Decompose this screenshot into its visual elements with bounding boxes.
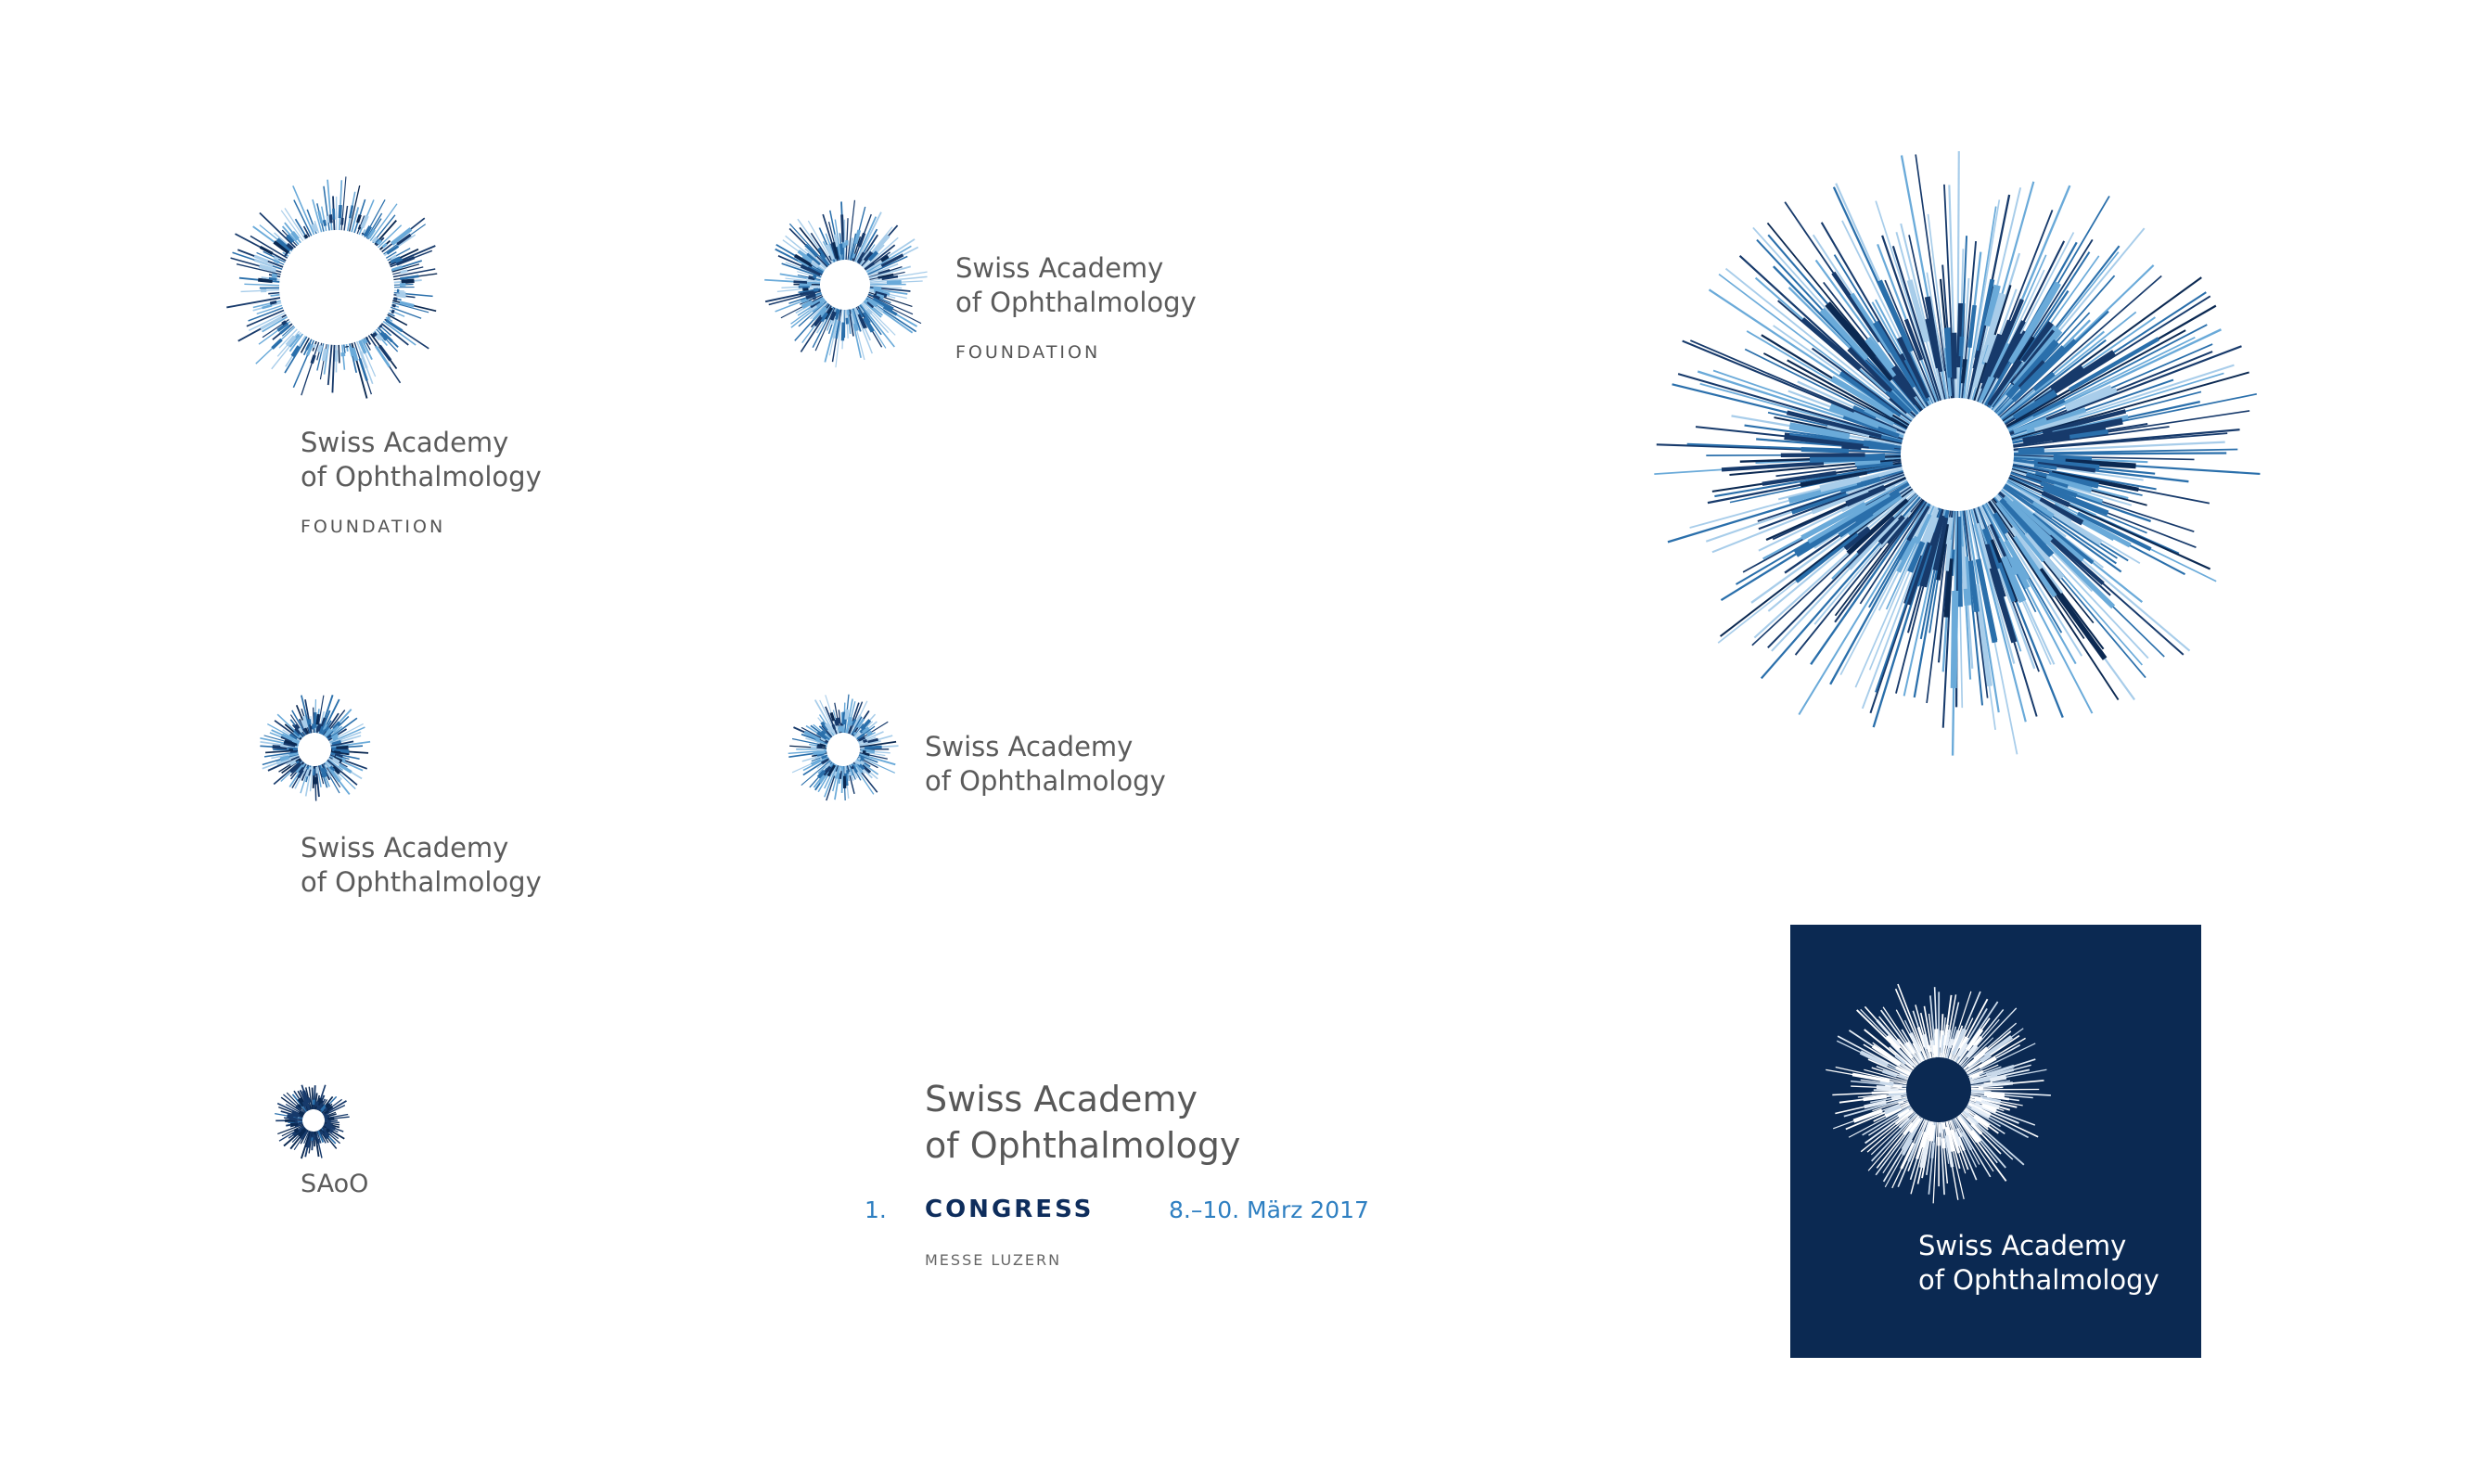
burst-segment [272,275,277,276]
burst-segment [366,338,367,339]
burst-segment [324,220,325,225]
burst-segment [380,326,382,327]
burst-ray [271,295,280,296]
burst-segment [401,271,408,273]
burst-segment [317,1139,318,1144]
inverted-logo-panel [1790,925,2201,1358]
burst-ray [293,186,314,235]
burst-segment [799,287,810,288]
congress-title: CONGRESS [925,1196,1095,1223]
congress-venue: MESSE LUZERN [925,1251,1062,1269]
burst-segment [305,1102,306,1105]
burst-segment [396,295,405,296]
burst-segment [838,718,839,723]
iris-burst-icon [1642,139,2273,770]
logo-name-line1: Swiss Academy [1918,1230,2127,1261]
burst-segment [392,305,396,306]
burst-segment [1943,1138,1944,1148]
burst-segment [814,752,826,754]
burst-ray [328,345,332,385]
burst-ray [1971,1087,2003,1088]
burst-segment [391,311,394,312]
logo-name-foundation-stacked [301,426,542,494]
burst-ray [344,345,345,353]
burst-segment [324,349,326,361]
burst-segment [864,740,867,742]
burst-segment [1943,1122,1944,1129]
burst-segment [365,339,366,343]
iris-burst-icon [216,167,457,408]
burst-segment [319,345,321,352]
burst-segment [402,281,415,282]
burst-ray [332,345,334,393]
logo-name-line1: Swiss Academy [925,1079,1198,1119]
burst-segment [793,282,807,283]
iris-burst-icon [1822,973,2056,1207]
burst-segment [1954,591,1955,688]
burst-segment [317,714,318,724]
burst-ray [241,290,280,292]
burst-segment [274,261,279,263]
burst-segment [1880,1082,1894,1084]
logo-name-line2: of Ophthalmology [925,1125,1241,1166]
logo-abbreviation: SAoO [301,1170,369,1198]
burst-segment [316,767,317,774]
burst-segment [359,225,361,230]
logo-name-foundation-horizontal [955,251,1197,320]
burst-segment [383,244,387,248]
burst-ray [244,284,279,285]
logo-name-line2: of Ophthalmology [1918,1264,2159,1296]
burst-segment [865,754,869,755]
burst-segment [312,355,314,364]
burst-segment [282,322,286,325]
burst-segment [1864,1096,1887,1099]
burst-segment [842,214,843,241]
burst-segment [846,710,847,720]
burst-segment [327,216,328,223]
burst-segment [840,726,841,732]
burst-segment [314,344,315,348]
burst-segment [308,1098,309,1103]
burst-segment [848,310,849,314]
logo-name-line1: Swiss Academy [925,731,1134,762]
burst-segment [322,774,323,777]
burst-segment [285,254,287,255]
logo-name-stacked [301,831,542,900]
burst-segment [1891,1096,1901,1098]
burst-segment [330,214,331,223]
congress-logo-name [925,1076,1240,1169]
burst-segment [887,282,902,283]
burst-segment [363,233,364,234]
logo-name-inverted [1918,1229,2159,1298]
burst-segment [350,205,352,218]
burst-segment [1877,1087,1891,1088]
burst-segment [1810,457,1885,460]
burst-segment [270,301,276,303]
burst-ray [339,345,340,363]
burst-ray [842,766,843,793]
burst-segment [269,278,277,279]
burst-ray [313,1088,314,1109]
logo-name-line2: of Ophthalmology [301,461,542,493]
burst-segment [841,244,842,254]
burst-segment [865,747,882,748]
logo-name-line1: Swiss Academy [955,252,1164,284]
burst-segment [842,323,843,341]
congress-date: 8.–10. März 2017 [1169,1196,1369,1223]
burst-segment [813,298,815,299]
burst-segment [258,280,272,282]
burst-segment [1932,1143,1934,1158]
congress-number: 1. [865,1196,887,1223]
burst-segment [304,728,306,731]
burst-ray [346,344,347,352]
burst-ray [394,290,404,291]
burst-segment [336,747,348,748]
burst-segment [814,289,818,290]
burst-segment [1976,1102,1980,1103]
burst-segment [813,275,816,276]
burst-segment [844,776,845,788]
burst-segment [342,218,343,225]
foundation-label: FOUNDATION [955,342,1101,363]
logo-name-line2: of Ophthalmology [925,765,1166,797]
burst-segment [313,224,315,232]
burst-segment [1963,546,1966,589]
burst-segment [400,276,418,279]
iris-burst-icon [757,197,933,373]
burst-segment [1975,1098,1982,1100]
burst-segment [358,215,361,223]
logo-name-line1: Swiss Academy [301,832,509,864]
burst-segment [262,305,272,308]
logo-name-line2: of Ophthalmology [301,866,542,898]
burst-segment [290,1123,298,1125]
burst-segment [849,772,850,775]
logo-name-horizontal [925,730,1166,799]
burst-segment [802,288,808,289]
burst-segment [1872,1092,1904,1094]
burst-segment [1962,337,1963,356]
iris-burst-icon [271,1078,356,1163]
burst-segment [1958,517,1960,607]
burst-segment [374,333,376,336]
burst-segment [2018,451,2044,452]
burst-ray [268,293,279,294]
burst-segment [280,757,288,760]
burst-segment [1928,1045,1930,1052]
burst-segment [362,216,366,228]
burst-ray [846,218,848,260]
burst-segment [1855,461,1880,463]
logo-name-line2: of Ophthalmology [955,287,1197,318]
burst-segment [287,1116,293,1117]
iris-burst-icon [255,690,374,809]
burst-segment [309,719,310,724]
burst-segment [833,724,835,729]
burst-segment [351,346,352,356]
burst-segment [394,299,398,300]
burst-ray [392,301,436,311]
burst-segment [305,235,307,237]
logo-name-line1: Swiss Academy [301,427,509,458]
burst-ray [344,206,347,231]
burst-segment [1936,1029,1937,1056]
foundation-label: FOUNDATION [301,517,446,537]
iris-burst-icon [784,690,903,809]
